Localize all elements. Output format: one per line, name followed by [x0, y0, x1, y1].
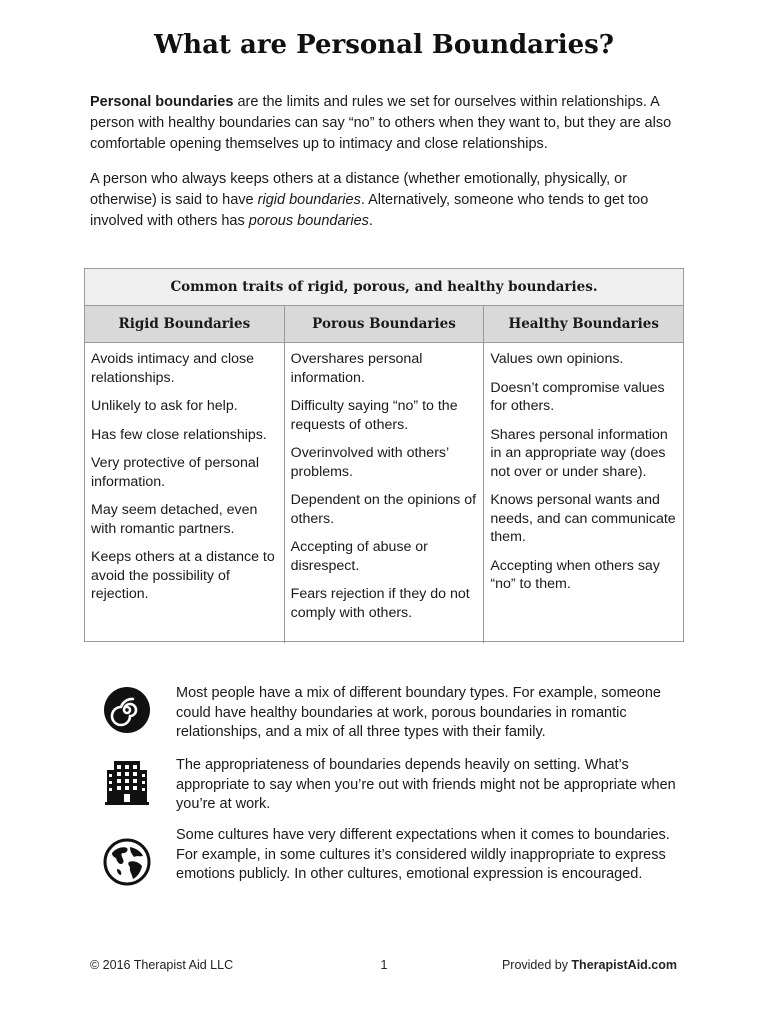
intro-text-2b: . Alternatively, someone who tends to get too involved with others has — [90, 192, 649, 229]
spiral-icon — [103, 686, 151, 734]
column-porous — [284, 343, 484, 643]
term-rigid-boundaries: rigid boundaries — [257, 192, 361, 208]
trait-item: Overshares personal information. — [290, 351, 423, 386]
table-caption: Common traits of rigid, porous, and healthy boundaries. — [85, 269, 683, 306]
office-building-icon — [103, 758, 151, 806]
trait-item: Unlikely to ask for help. — [91, 398, 238, 414]
note-culture: Some cultures have very different expectations when it comes to boundaries. For example, in some cultures it’s considered wildly inappropriate to express emotions publicly. In other cultures, emotional expression is encouraged. — [176, 827, 670, 882]
trait-item: Fears rejection if they do not comply with others. — [290, 586, 470, 621]
trait-item: Very protective of personal information. — [91, 455, 259, 490]
page-title: What are Personal Boundaries? — [153, 30, 615, 60]
term-personal-boundaries: Personal boundaries — [90, 94, 234, 110]
table-body — [85, 343, 683, 643]
trait-item: Difficulty saying “no” to the requests of others. — [290, 398, 458, 433]
note-setting: The appropriateness of boundaries depends heavily on setting. What’s appropriate to say when you’re out with friends might not be appropriate when you’re at work. — [176, 757, 676, 812]
intro-text-1: are the limits and rules we set for ourselves within relationships. A person with healthy boundaries can say “no” to others when they want to, but they are also comfortable opening themselves up to intimacy and close relationships. — [90, 94, 672, 152]
trait-item: Values own opinions. — [490, 351, 624, 367]
intro-paragraph-1 — [90, 92, 680, 155]
note-boundary-mix: Most people have a mix of different boundary types. For example, someone could have healthy boundaries at work, porous boundaries in romantic relationships, and a mix of all three types with their family. — [176, 685, 661, 740]
brand-link[interactable]: TherapistAid.com — [571, 958, 677, 972]
header-rigid-boundaries: Rigid Boundaries — [118, 316, 251, 332]
boundary-traits-table — [84, 268, 684, 642]
header-porous-boundaries: Porous Boundaries — [284, 306, 484, 342]
column-healthy — [483, 343, 683, 643]
trait-item: Dependent on the opinions of others. — [290, 492, 477, 527]
column-rigid — [85, 343, 284, 643]
trait-item: Knows personal wants and needs, and can communicate them. — [490, 492, 676, 545]
footer-provided-by — [502, 958, 677, 972]
trait-item: Has few close relationships. — [91, 426, 267, 443]
trait-item: Keeps others at a distance to avoid the possibility of rejection. — [91, 549, 275, 602]
footer-page-number: 1 — [380, 958, 388, 972]
intro-text-2c: . — [368, 213, 373, 229]
term-porous-boundaries: porous boundaries — [248, 213, 369, 229]
globe-icon — [103, 838, 151, 886]
provided-by-label: Provided by — [501, 958, 572, 972]
header-healthy-boundaries: Healthy Boundaries — [483, 306, 683, 342]
intro-paragraph-2 — [90, 169, 680, 232]
footer-copyright: © 2016 Therapist Aid LLC — [90, 958, 234, 972]
trait-item: Overinvolved with others’ problems. — [290, 445, 449, 480]
trait-item: Avoids intimacy and close relationships. — [91, 351, 254, 386]
trait-item: Accepting when others say “no” to them. — [490, 557, 660, 592]
trait-item: Shares personal information in an appropriate way (does not over or under share). — [490, 426, 668, 480]
intro-text-2a: A person who always keeps others at a distance (whether emotionally, physically, or otherwise) is said to have — [90, 171, 628, 208]
trait-item: Doesn’t compromise values for others. — [490, 379, 665, 414]
table-header-row — [85, 306, 683, 343]
trait-item: Accepting of abuse or disrespect. — [290, 539, 428, 574]
trait-item: May seem detached, even with romantic partners. — [91, 502, 258, 537]
